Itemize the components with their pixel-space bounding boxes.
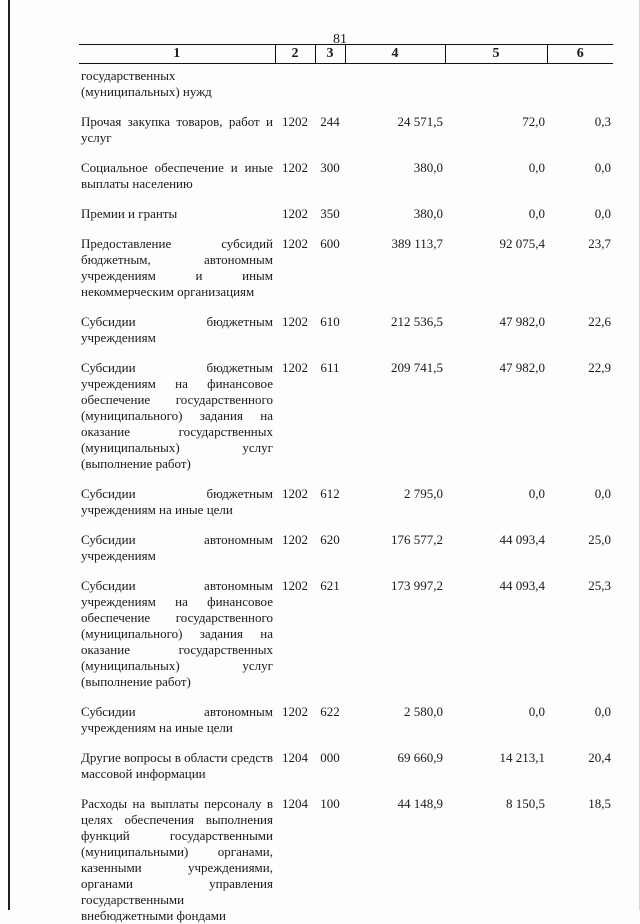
row-value-5: 0,0 [445,206,547,236]
header-col-1: 1 [79,45,275,64]
row-value-6: 0,3 [547,114,613,160]
row-label: Премии и гранты [79,206,275,236]
row-code-3: 000 [315,750,345,796]
row-value-5: 44 093,4 [445,578,547,704]
budget-table [79,44,613,924]
table-row [79,750,613,796]
row-value-5: 44 093,4 [445,532,547,578]
row-label: Субсидии бюджетным учреждениям на иные цели [79,486,275,532]
row-value-4: 2 795,0 [345,486,445,532]
row-value-4: 380,0 [345,206,445,236]
row-value-4: 173 997,2 [345,578,445,704]
table-row [79,236,613,314]
row-label: государственных (муниципальных) нужд [79,64,275,115]
table-row [79,532,613,578]
row-label: Социальное обеспечение и иные выплаты населению [79,160,275,206]
row-value-6: 25,0 [547,532,613,578]
header-col-2: 2 [275,45,315,64]
table-row [79,578,613,704]
row-code-3: 350 [315,206,345,236]
row-label: Субсидии бюджетным учреждениям [79,314,275,360]
row-code-3: 612 [315,486,345,532]
row-value-5: 92 075,4 [445,236,547,314]
row-code-2 [275,64,315,115]
table-row [79,114,613,160]
row-value-6: 23,7 [547,236,613,314]
row-code-2: 1202 [275,314,315,360]
row-value-6: 20,4 [547,750,613,796]
row-code-2: 1202 [275,206,315,236]
row-value-5 [445,64,547,115]
row-label: Расходы на выплаты персоналу в целях обеспечения выполнения функций государственными (муниципальными) органами, казенными учреждениями, органами управления государственными внебюджетными фондами [79,796,275,924]
row-value-4 [345,64,445,115]
row-label: Прочая закупка товаров, работ и услуг [79,114,275,160]
table-body [79,64,613,924]
row-code-2: 1204 [275,750,315,796]
row-code-3: 620 [315,532,345,578]
row-label: Субсидии автономным учреждениям на финансовое обеспечение государственного (муниципального) задания на оказание государственных (муниципальных) услуг (выполнение работ) [79,578,275,704]
table-row [79,206,613,236]
header-col-5: 5 [445,45,547,64]
row-label: Предоставление субсидий бюджетным, автономным учреждениям и иным некоммерческим организациям [79,236,275,314]
row-value-6: 22,6 [547,314,613,360]
row-value-4: 24 571,5 [345,114,445,160]
header-col-6: 6 [547,45,613,64]
row-value-4: 380,0 [345,160,445,206]
page-left-edge [8,0,10,910]
row-value-6: 0,0 [547,486,613,532]
row-value-6: 0,0 [547,206,613,236]
table-row [79,64,613,115]
row-value-6 [547,64,613,115]
table-row [79,486,613,532]
row-code-3: 610 [315,314,345,360]
row-value-5: 47 982,0 [445,314,547,360]
row-value-6: 0,0 [547,704,613,750]
row-code-3: 621 [315,578,345,704]
row-code-2: 1202 [275,578,315,704]
row-label: Субсидии автономным учреждениям [79,532,275,578]
table-row [79,360,613,486]
table-row [79,796,613,924]
row-code-2: 1202 [275,532,315,578]
row-value-5: 0,0 [445,160,547,206]
table-row [79,704,613,750]
row-value-4: 209 741,5 [345,360,445,486]
row-value-6: 25,3 [547,578,613,704]
table-row [79,314,613,360]
row-value-5: 72,0 [445,114,547,160]
row-code-3: 100 [315,796,345,924]
row-value-4: 389 113,7 [345,236,445,314]
header-col-4: 4 [345,45,445,64]
row-value-5: 0,0 [445,486,547,532]
row-label: Субсидии бюджетным учреждениям на финансовое обеспечение государственного (муниципального) задания на оказание государственных (муниципальных) услуг (выполнение работ) [79,360,275,486]
row-code-3: 244 [315,114,345,160]
table-row [79,160,613,206]
header-col-3: 3 [315,45,345,64]
row-code-2: 1204 [275,796,315,924]
row-code-2: 1202 [275,236,315,314]
row-value-6: 0,0 [547,160,613,206]
row-label: Другие вопросы в области средств массовой информации [79,750,275,796]
row-code-2: 1202 [275,486,315,532]
row-value-5: 14 213,1 [445,750,547,796]
row-value-6: 18,5 [547,796,613,924]
row-label: Субсидии автономным учреждениям на иные цели [79,704,275,750]
row-value-4: 69 660,9 [345,750,445,796]
row-code-2: 1202 [275,360,315,486]
table-header [79,45,613,64]
row-value-5: 0,0 [445,704,547,750]
row-code-3: 300 [315,160,345,206]
row-value-4: 44 148,9 [345,796,445,924]
row-code-3: 600 [315,236,345,314]
row-value-4: 212 536,5 [345,314,445,360]
row-code-3: 611 [315,360,345,486]
row-code-2: 1202 [275,704,315,750]
row-value-6: 22,9 [547,360,613,486]
row-code-3 [315,64,345,115]
row-value-4: 2 580,0 [345,704,445,750]
row-value-4: 176 577,2 [345,532,445,578]
row-value-5: 8 150,5 [445,796,547,924]
row-value-5: 47 982,0 [445,360,547,486]
row-code-2: 1202 [275,114,315,160]
row-code-2: 1202 [275,160,315,206]
row-code-3: 622 [315,704,345,750]
page-number: 81 [0,32,640,48]
